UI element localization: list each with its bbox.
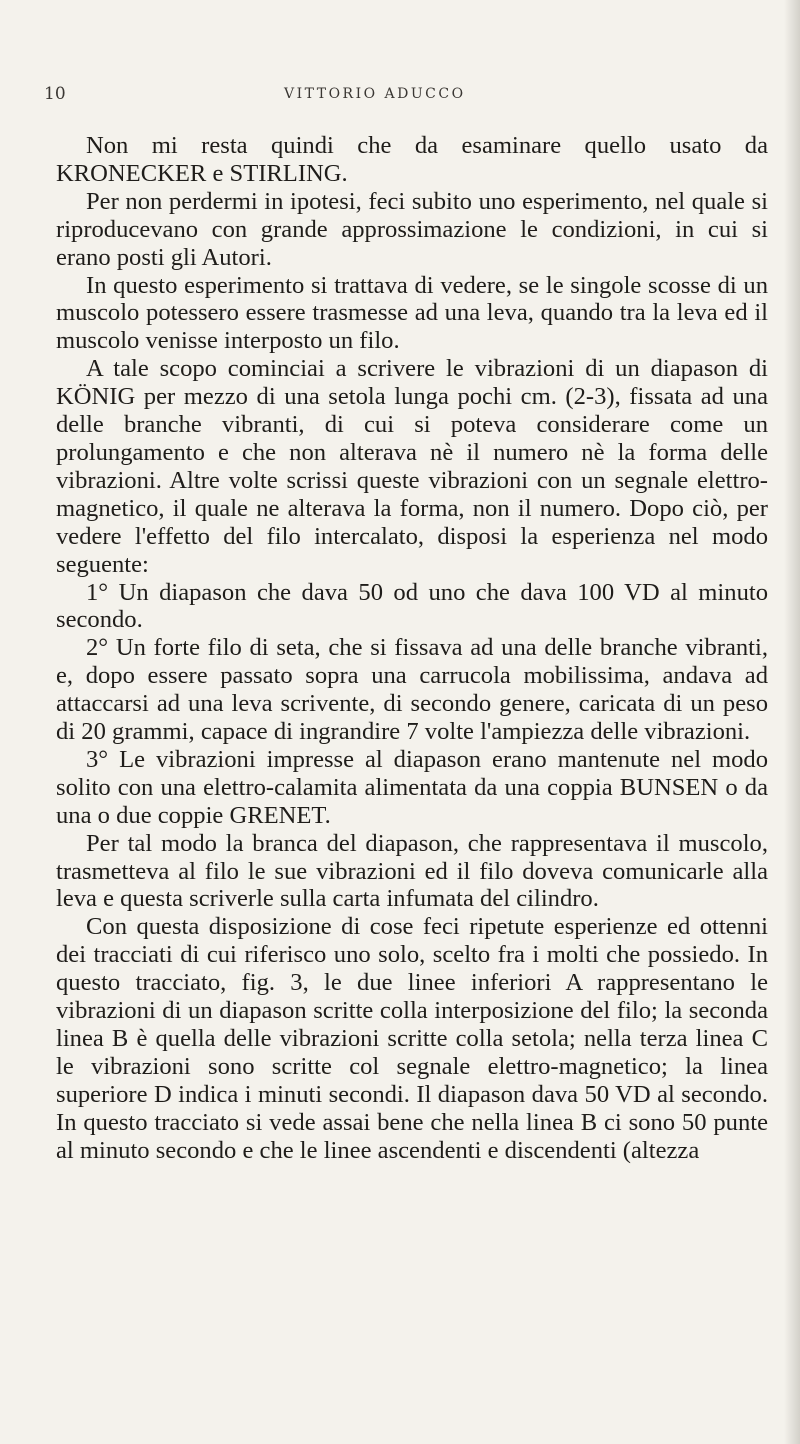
- list-item-1: 1° Un diapason che dava 50 od uno che dava 100 VD al minuto secondo.: [56, 578, 768, 634]
- paragraph: In questo esperimento si trattava di vedere, se le singole scosse di un muscolo potessero essere trasmesse ad una leva, quando tra la leva ed il muscolo venisse interposto un filo.: [56, 271, 768, 355]
- running-head: VITTORIO ADUCCO: [284, 86, 466, 102]
- list-item-2: 2° Un forte filo di seta, che si fissava ad una delle branche vibranti, e, dopo essere passato sopra una carrucola mobilissima, andava ad attaccarsi ad una leva scrivente, di secondo genere, caricata di un peso di 20 grammi, capace di ingrandire 7 volte l'ampiezza delle vibrazioni.: [56, 634, 768, 746]
- paragraph: Non mi resta quindi che da esaminare quello usato da KRONECKER e STIRLING.: [56, 132, 768, 187]
- body-text: [56, 132, 768, 1165]
- page-edge-shadow: [784, 0, 800, 1444]
- page-number: 10: [44, 84, 66, 104]
- list-item-3: 3° Le vibrazioni impresse al diapason erano mantenute nel modo solito con una elettro-calamita alimentata da una coppia BUNSEN o da una o due coppie GRENET.: [56, 745, 768, 829]
- paragraph: A tale scopo cominciai a scrivere le vibrazioni di un diapason di KÖNIG per mezzo di una setola lunga pochi cm. (2-3), fissata ad una delle branche vibranti, di cui si poteva considerare come un prolungamento e che non alterava nè il numero nè la forma delle vibrazioni. Altre volte scrissi queste vibrazioni con un segnale elettro-magnetico, il quale ne alterava la forma, non il numero. Dopo ciò, per vedere l'effetto del filo intercalato, disposi la esperienza nel modo seguente:: [56, 355, 768, 578]
- paragraph: Per non perdermi in ipotesi, feci subito uno esperimento, nel quale si riproducevano con grande approssimazione le condizioni, in cui si erano posti gli Autori.: [56, 187, 768, 271]
- paragraph: Per tal modo la branca del diapason, che rappresentava il muscolo, trasmetteva al filo le sue vibrazioni ed il filo doveva comunicarle alla leva e questa scriverle sulla carta infumata del cilindro.: [56, 829, 768, 913]
- paragraph: Con questa disposizione di cose feci ripetute esperienze ed ottenni dei tracciati di cui riferisco uno solo, scelto fra i molti che possiedo. In questo tracciato, fig. 3, le due linee inferiori A rappresentano le vibrazioni di un diapason scritte colla interposizione del filo; la seconda linea B è quella delle vibrazioni scritte colla setola; nella terza linea C le vibrazioni sono scritte col segnale elettro-magnetico; la linea superiore D indica i minuti secondi. Il diapason dava 50 VD al secondo. In questo tracciato si vede assai bene che nella linea B ci sono 50 punte al minuto secondo e che le linee ascendenti e discendenti (altezza: [56, 913, 768, 1164]
- page-header: [0, 84, 800, 114]
